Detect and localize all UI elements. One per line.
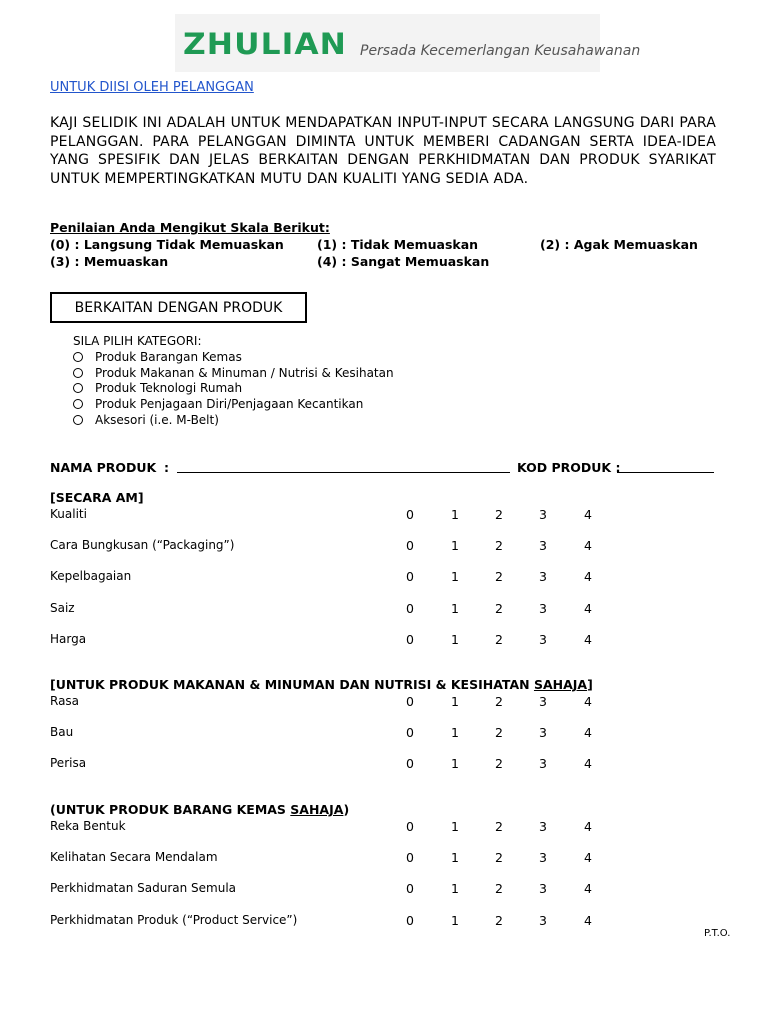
category-option-label: Produk Barangan Kemas: [95, 350, 242, 364]
rating-row-label: Kelihatan Secara Mendalam: [50, 850, 218, 865]
rating-row-label: Reka Bentuk: [50, 819, 126, 833]
group-heading-text: [UNTUK PRODUK MAKANAN & MINUMAN DAN NUTRISI & KESIHATAN: [50, 677, 534, 692]
radio-circle-icon[interactable]: [73, 415, 83, 425]
rating-row-label: Harga: [50, 631, 87, 646]
rating-score-option[interactable]: 1: [451, 725, 459, 741]
rating-score-option[interactable]: 2: [495, 819, 503, 834]
rating-score-option[interactable]: 2: [495, 631, 503, 647]
rating-score-option[interactable]: 4: [584, 881, 592, 897]
group-heading: [50, 802, 349, 817]
rating-score-option[interactable]: 0: [406, 725, 414, 741]
group-heading-emphasis: SAHAJA: [290, 802, 344, 817]
rating-score-option[interactable]: 3: [539, 819, 547, 834]
scale-item: (2) : Agak Memuaskan: [540, 237, 698, 252]
rating-score-option[interactable]: 1: [451, 694, 459, 709]
product-name-field[interactable]: [177, 472, 510, 473]
rating-score-option[interactable]: 1: [451, 881, 459, 897]
group-heading-end: ]: [587, 677, 593, 692]
radio-circle-icon[interactable]: [73, 399, 83, 409]
rating-score-option[interactable]: 0: [406, 694, 414, 709]
radio-circle-icon[interactable]: [73, 383, 83, 393]
rating-score-option[interactable]: 3: [539, 507, 547, 522]
rating-row-label: Bau: [50, 725, 74, 740]
rating-score-option[interactable]: 0: [406, 507, 414, 522]
group-heading-text: [SECARA AM]: [50, 490, 144, 505]
category-option-label: Produk Teknologi Rumah: [95, 381, 243, 395]
rating-score-option[interactable]: 1: [451, 850, 459, 866]
product-name-label: NAMA PRODUK: [50, 460, 157, 475]
product-code-field[interactable]: [617, 472, 714, 473]
rating-score-option[interactable]: 0: [406, 569, 414, 585]
radio-circle-icon[interactable]: [73, 368, 83, 378]
category-option[interactable]: [73, 381, 242, 395]
rating-score-option[interactable]: 2: [495, 569, 503, 585]
rating-score-option[interactable]: 4: [584, 631, 592, 647]
category-option[interactable]: [73, 350, 242, 364]
intro-paragraph: KAJI SELIDIK INI ADALAH UNTUK MENDAPATKAN INPUT-INPUT SECARA LANGSUNG DARI PARA PELANGGAN. PARA PELANGGAN DIMINTA UNTUK MEMBERI CADANGAN SERTA IDEA-IDEA YANG SPESIFIK DAN JELAS BERKAITAN DENGAN PERKHIDMATAN DAN PRODUK SYARIKAT UNTUK MEMPERTINGKATKAN MUTU DAN KUALITI YANG SEDIA ADA.: [50, 115, 716, 187]
category-option-label: Produk Penjagaan Diri/Penjagaan Kecantikan: [95, 397, 364, 411]
rating-score-option[interactable]: 4: [584, 912, 592, 928]
rating-score-option[interactable]: 4: [584, 850, 592, 866]
scale-item: (0) : Langsung Tidak Memuaskan: [50, 237, 284, 252]
group-heading-text: (UNTUK PRODUK BARANG KEMAS: [50, 802, 291, 817]
scale-heading: Penilaian Anda Mengikut Skala Berikut:: [50, 220, 330, 235]
category-label: SILA PILIH KATEGORI:: [73, 334, 202, 348]
rating-score-option[interactable]: 3: [539, 569, 547, 585]
rating-score-option[interactable]: 3: [539, 912, 547, 928]
category-option[interactable]: [73, 366, 394, 380]
group-heading-end: ): [343, 802, 350, 817]
product-code-label: KOD PRODUK :: [517, 460, 621, 475]
rating-row-label: Kualiti: [50, 507, 87, 521]
rating-score-option[interactable]: 3: [539, 694, 547, 709]
rating-score-option[interactable]: 1: [451, 507, 459, 522]
rating-score-option[interactable]: 0: [406, 600, 414, 616]
category-option-label: Produk Makanan & Minuman / Nutrisi & Kesihatan: [95, 366, 394, 380]
rating-score-option[interactable]: 4: [584, 600, 592, 616]
rating-score-option[interactable]: 3: [539, 631, 547, 647]
rating-score-option[interactable]: 2: [495, 756, 503, 772]
rating-score-option[interactable]: 0: [406, 756, 414, 772]
rating-score-option[interactable]: 0: [406, 912, 414, 928]
rating-score-option[interactable]: 1: [451, 569, 459, 585]
rating-row-label: Saiz: [50, 600, 75, 615]
product-name-colon: :: [164, 460, 169, 475]
rating-score-option[interactable]: 3: [539, 881, 547, 897]
rating-score-option[interactable]: 0: [406, 538, 414, 554]
rating-score-option[interactable]: 2: [495, 725, 503, 741]
rating-score-option[interactable]: 2: [495, 850, 503, 866]
scale-item: (4) : Sangat Memuaskan: [317, 254, 490, 269]
rating-score-option[interactable]: 4: [584, 507, 592, 522]
rating-score-option[interactable]: 3: [539, 725, 547, 741]
rating-score-option[interactable]: 2: [495, 694, 503, 709]
rating-score-option[interactable]: 4: [584, 538, 592, 554]
rating-score-option[interactable]: 0: [406, 881, 414, 897]
category-option-label: Aksesori (i.e. M-Belt): [95, 413, 219, 427]
rating-row-label: Cara Bungkusan (“Packaging”): [50, 538, 235, 553]
rating-score-option[interactable]: 3: [539, 756, 547, 772]
scale-item: (1) : Tidak Memuaskan: [317, 237, 479, 252]
rating-score-option[interactable]: 4: [584, 725, 592, 741]
rating-score-option[interactable]: 0: [406, 631, 414, 647]
rating-score-option[interactable]: 2: [495, 912, 503, 928]
rating-row-label: Kepelbagaian: [50, 569, 132, 584]
rating-score-option[interactable]: 0: [406, 819, 414, 834]
rating-row-label: Rasa: [50, 694, 80, 708]
rating-score-option[interactable]: 4: [584, 694, 592, 709]
rating-score-option[interactable]: 2: [495, 507, 503, 522]
rating-score-option[interactable]: 1: [451, 819, 459, 834]
rating-score-option[interactable]: 3: [539, 850, 547, 866]
rating-score-option[interactable]: 3: [539, 600, 547, 616]
form-title[interactable]: UNTUK DIISI OLEH PELANGGAN: [50, 80, 254, 95]
rating-score-option[interactable]: 1: [451, 912, 459, 928]
pto-note: P.T.O.: [704, 928, 731, 939]
rating-row-label: Perkhidmatan Saduran Semula: [50, 881, 237, 896]
rating-score-option[interactable]: 1: [451, 538, 459, 554]
group-heading-emphasis: SAHAJA: [533, 677, 588, 692]
brand-tagline: Persada Kecemerlangan Keusahawanan: [360, 43, 641, 59]
rating-score-option[interactable]: 0: [406, 850, 414, 866]
rating-score-option[interactable]: 1: [451, 756, 459, 772]
rating-score-option[interactable]: 3: [539, 538, 547, 554]
category-option[interactable]: [73, 413, 219, 427]
radio-circle-icon[interactable]: [73, 352, 83, 362]
scale-item: (3) : Memuaskan: [50, 254, 169, 269]
rating-score-option[interactable]: 2: [495, 538, 503, 554]
group-heading: [50, 677, 593, 692]
rating-row-label: Perisa: [50, 756, 87, 771]
rating-score-option[interactable]: 4: [584, 819, 592, 834]
group-heading: [50, 490, 144, 505]
rating-score-option[interactable]: 4: [584, 569, 592, 585]
brand-logo: ZHULIAN: [183, 27, 347, 61]
rating-score-option[interactable]: 4: [584, 756, 592, 772]
rating-score-option[interactable]: 2: [495, 881, 503, 897]
rating-row-label: Perkhidmatan Produk (“Product Service”): [50, 912, 298, 927]
section-title-box: BERKAITAN DENGAN PRODUK: [50, 292, 307, 323]
rating-score-option[interactable]: 1: [451, 600, 459, 616]
rating-score-option[interactable]: 2: [495, 600, 503, 616]
category-option[interactable]: [73, 397, 363, 411]
rating-score-option[interactable]: 1: [451, 631, 459, 647]
